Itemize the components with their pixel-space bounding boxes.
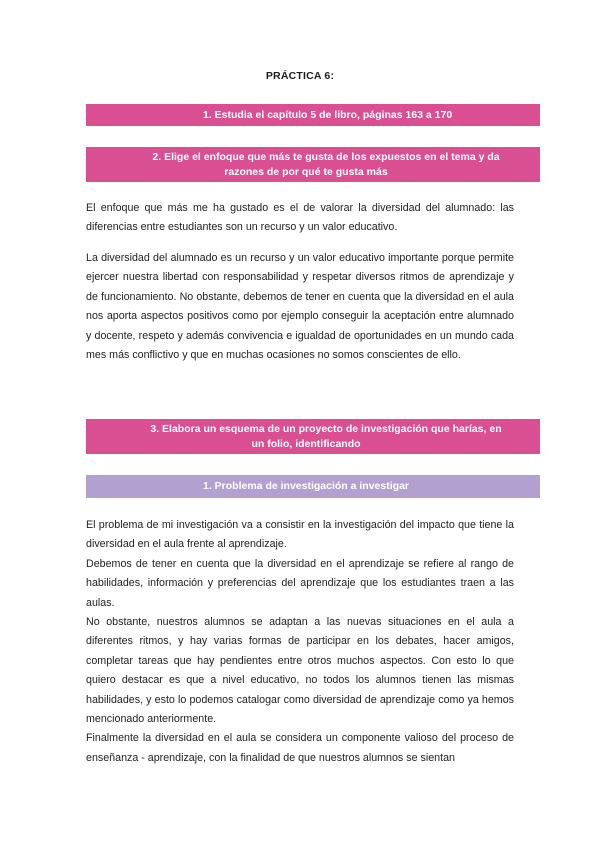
paragraph-enfoque-text: El enfoque que más me ha gustado es el de valorar la diversidad del alumnado: las diferencias entre estudiantes son un recurso y un valor educativo. (86, 202, 514, 234)
heading-task-2 (86, 147, 540, 182)
heading-task-2-line-1: 2. Elige el enfoque que más te gusta de los expuestos en el tema y da (152, 151, 500, 163)
paragraph-diversidad (86, 249, 514, 365)
subheading-problema (86, 475, 540, 498)
heading-task-3-line-1: 3. Elabora un esquema de un proyecto de investigación que harías, en (150, 423, 502, 435)
paragraph-problema-3: No obstante, nuestros alumnos se adaptan a las nuevas situaciones en el aula a diferentes ritmos, y hay varias formas de participar en los debates, hacer amigos, completar tareas que hay pendientes entre otros muchos aspectos. Con esto lo que quiero destacar es que a nivel educativo, no todos los alumnos tienen las mismas habilidades, y esto lo podemos catalogar como diversidad de aprendizaje como ya hemos mencionado anteriormente. (86, 616, 514, 726)
paragraph-diversidad-text: La diversidad del alumnado es un recurso y un valor educativo importante porque permite ejercer nuestra libertad con responsabilidad y respetar diversos ritmos de aprendizaje y de funcionamiento. No obstante, debemos de tener en cuenta que la diversidad en el aula nos aporta aspectos positivos como por ejemplo conseguir la aceptación entre alumnado y docente, respeto y además convivencia e igualdad de oportunidades en un mundo cada mes más conflictivo y que en muchas ocasiones no somos conscientes de ello. (86, 252, 514, 362)
heading-task-3 (86, 419, 540, 454)
paragraph-problema-4: Finalmente la diversidad en el aula se considera un componente valioso del proceso de enseñanza - aprendizaje, con la finalidad de que nuestros alumnos se sientan (86, 732, 514, 764)
paragraph-enfoque (86, 199, 514, 238)
heading-task-1-text: 1. Estudia el capítulo 5 de libro, páginas 163 a 170 (203, 109, 453, 121)
paragraph-problema-2: Debemos de tener en cuenta que la diversidad en el aprendizaje se refiere al rango de habilidades, información y preferencias del aprendizaje que los estudiantes traen a las aulas. (86, 557, 514, 609)
heading-task-3-line-2: un folio, identificando (251, 438, 361, 450)
subheading-problema-text: 1. Problema de investigación a investigar (203, 480, 409, 492)
page-title: PRÁCTICA 6: (265, 70, 335, 82)
section-problema (86, 516, 514, 768)
heading-task-2-line-2: razones de por qué te gusta más (224, 166, 388, 178)
paragraph-problema-1: El problema de mi investigación va a consistir en la investigación del impacto que tiene la diversidad en el aula frente al aprendizaje. (86, 519, 514, 551)
heading-task-1 (86, 104, 540, 126)
